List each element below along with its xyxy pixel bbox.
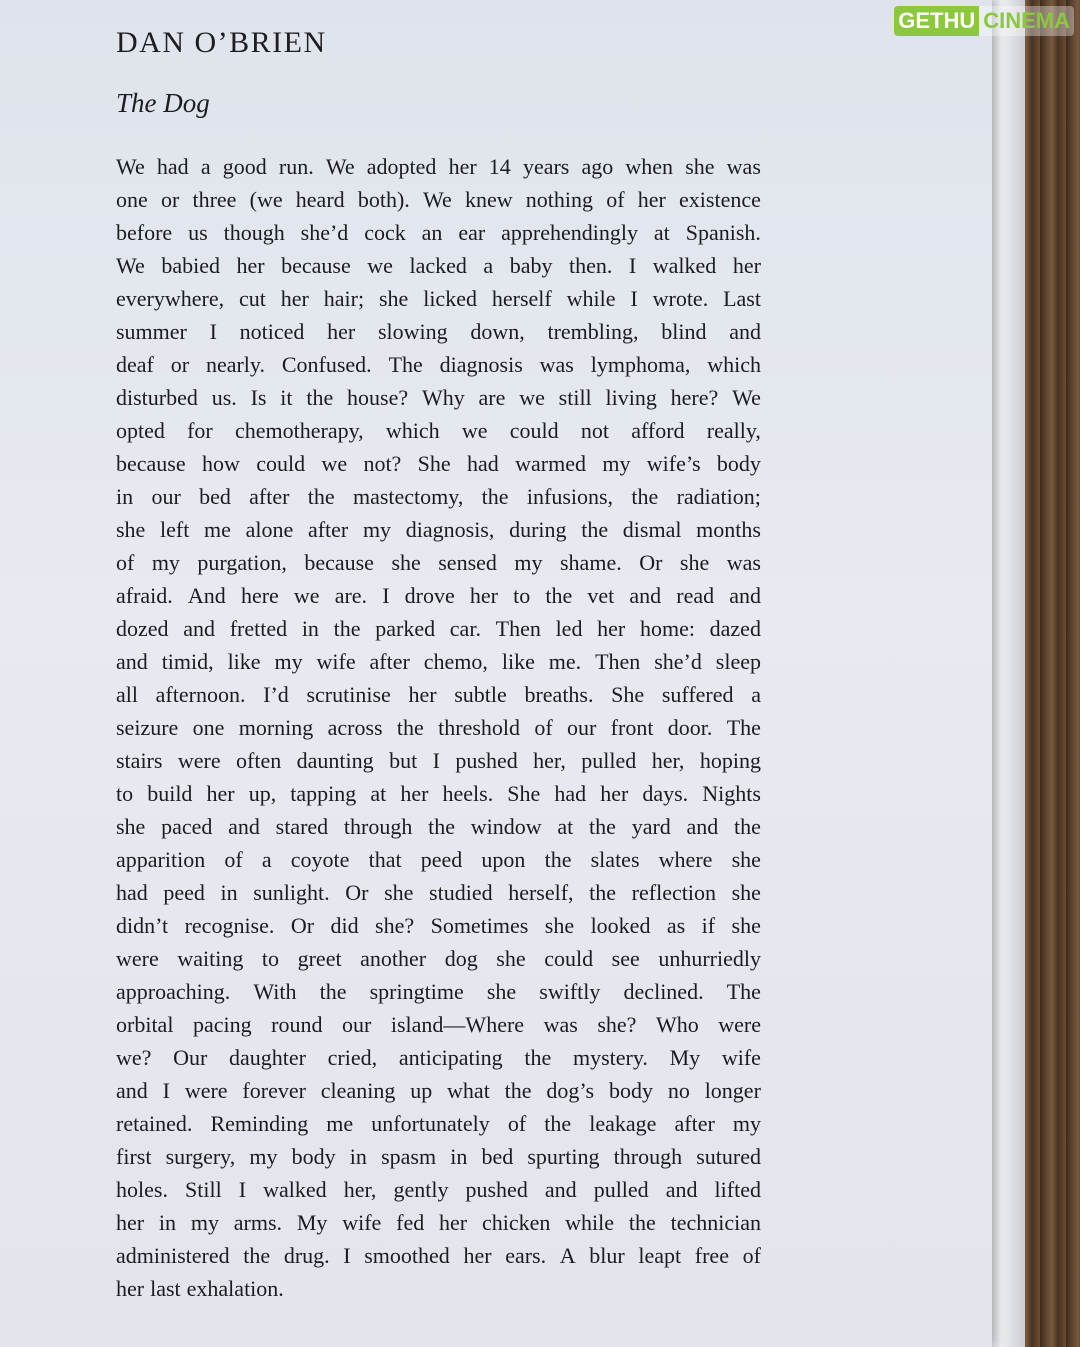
poem-line: one or three (we heard both). We knew nothing of her existence bbox=[116, 187, 761, 212]
poem-line: and timid, like my wife after chemo, like me. Then she’d sleep bbox=[116, 649, 761, 674]
poem-line: we? Our daughter cried, anticipating the mystery. My wife bbox=[116, 1045, 761, 1070]
poem-line: afraid. And here we are. I drove her to the vet and read and bbox=[116, 583, 761, 608]
poem-line: approaching. With the springtime she swiftly declined. The bbox=[116, 979, 761, 1004]
author-name: DAN O’BRIEN bbox=[116, 26, 327, 59]
watermark-part-2: CINEMA bbox=[979, 6, 1074, 36]
poem-line: her last exhalation. bbox=[116, 1276, 284, 1301]
poem-line: her in my arms. My wife fed her chicken while the technician bbox=[116, 1210, 761, 1235]
poem-line: didn’t recognise. Or did she? Sometimes she looked as if she bbox=[116, 913, 761, 938]
poem-line: first surgery, my body in spasm in bed spurting through sutured bbox=[116, 1144, 761, 1169]
poem-line: were waiting to greet another dog she could see unhurriedly bbox=[116, 946, 761, 971]
poem-line: and I were forever cleaning up what the dog’s body no longer bbox=[116, 1078, 761, 1103]
watermark-part-1: GETHU bbox=[894, 6, 979, 36]
poem-line: We had a good run. We adopted her 14 years ago when she was bbox=[116, 154, 761, 179]
poem-line: to build her up, tapping at her heels. She had her days. Nights bbox=[116, 781, 761, 806]
poem-line: seizure one morning across the threshold of our front door. The bbox=[116, 715, 761, 740]
poem-line: summer I noticed her slowing down, trembling, blind and bbox=[116, 319, 761, 344]
poem-line: deaf or nearly. Confused. The diagnosis was lymphoma, which bbox=[116, 352, 761, 377]
poem-line: retained. Reminding me unfortunately of the leakage after my bbox=[116, 1111, 761, 1136]
poem-line: administered the drug. I smoothed her ears. A blur leapt free of bbox=[116, 1243, 761, 1268]
poem-line: she left me alone after my diagnosis, during the dismal months bbox=[116, 517, 761, 542]
poem-line: disturbed us. Is it the house? Why are we still living here? We bbox=[116, 385, 761, 410]
poem-line: orbital pacing round our island—Where was she? Who were bbox=[116, 1012, 761, 1037]
poem-line: she paced and stared through the window at the yard and the bbox=[116, 814, 761, 839]
poem-title: The Dog bbox=[116, 88, 210, 118]
poem-line: stairs were often daunting but I pushed her, pulled her, hoping bbox=[116, 748, 761, 773]
poem-line: because how could we not? She had warmed my wife’s body bbox=[116, 451, 761, 476]
poem-line: in our bed after the mastectomy, the infusions, the radiation; bbox=[116, 484, 761, 509]
poem-line: We babied her because we lacked a baby then. I walked her bbox=[116, 253, 761, 278]
poem-line: of my purgation, because she sensed my shame. Or she was bbox=[116, 550, 761, 575]
poem-line: before us though she’d cock an ear apprehendingly at Spanish. bbox=[116, 220, 761, 245]
watermark-logo bbox=[894, 6, 1074, 36]
poem-line: all afternoon. I’d scrutinise her subtle breaths. She suffered a bbox=[116, 682, 761, 707]
poem-line: had peed in sunlight. Or she studied herself, the reflection she bbox=[116, 880, 761, 905]
poem-line: opted for chemotherapy, which we could not afford really, bbox=[116, 418, 761, 443]
poem-body bbox=[116, 150, 761, 1305]
poem-line: apparition of a coyote that peed upon the slates where she bbox=[116, 847, 761, 872]
poem-line: dozed and fretted in the parked car. Then led her home: dazed bbox=[116, 616, 761, 641]
poem-line: holes. Still I walked her, gently pushed and pulled and lifted bbox=[116, 1177, 761, 1202]
poem-line: everywhere, cut her hair; she licked herself while I wrote. Last bbox=[116, 286, 761, 311]
